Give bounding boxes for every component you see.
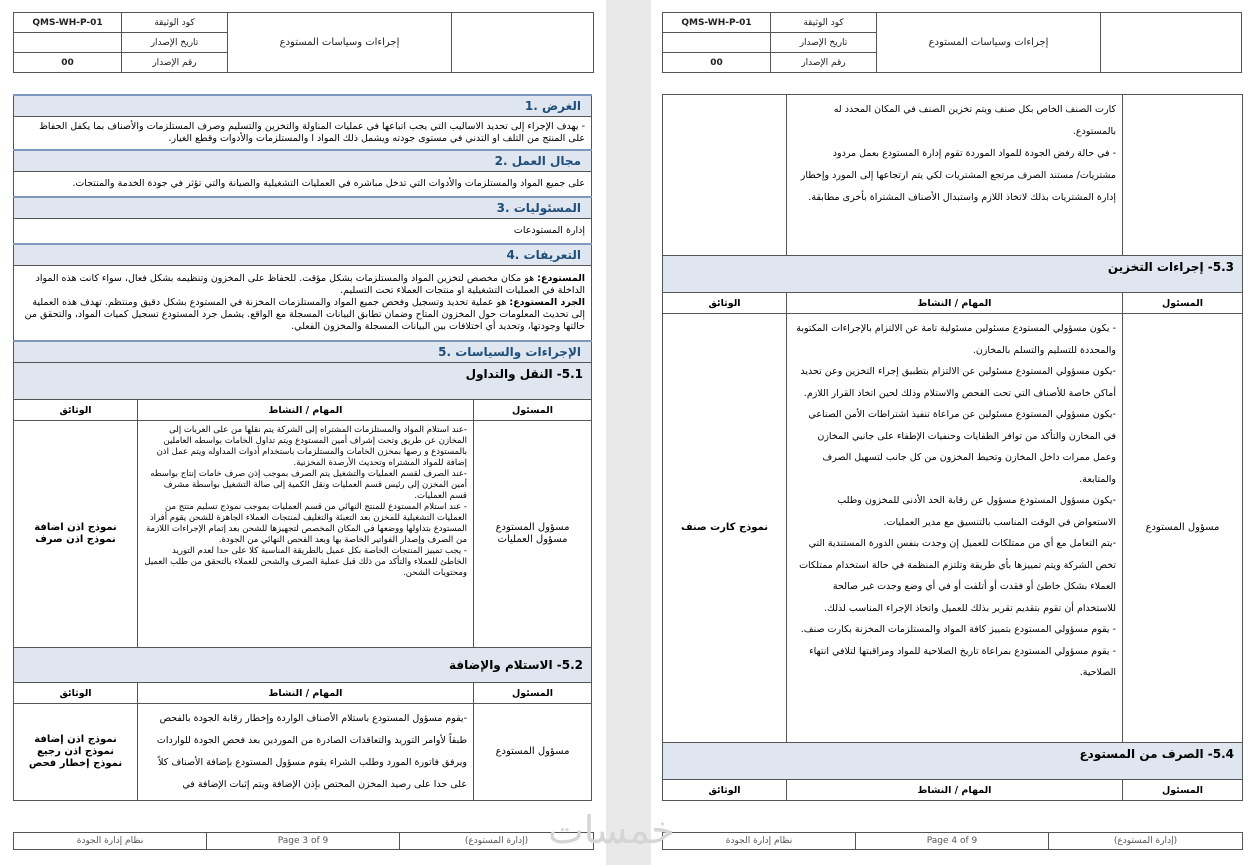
- document-page-4: [651, 0, 1258, 865]
- receiving-tasks: -يقوم مسؤول المستودع باستلام الأصناف الواردة وإخطار رقابة الجودة بالفحص طبقاً لأوامر التوريد والتعاقدات الصادرة من الموردين بعد فحص الجودة للواردات ويرفق فاتورة المورد وطلب الشراء يقوم مسؤول المستودع بإضافة الأصناف كلاً على حدا على رصيد المخزن المختص بإذن الإضافة ويتم إثبات الإضافة في: [138, 704, 474, 801]
- subsection-handling-title: 5.1- النقل والتداول: [14, 363, 592, 400]
- section-responsibilities-title: 3. المسئوليات: [14, 197, 592, 219]
- handling-responsible: مسؤول المستودع مسؤول العمليات: [474, 421, 592, 648]
- handling-documents: نموذج اذن اضافة نموذج اذن صرف: [14, 421, 138, 648]
- revision-number: 00: [663, 53, 771, 73]
- storage-responsible: مسؤول المستودع: [1123, 314, 1243, 743]
- definition-warehouse: [20, 273, 585, 297]
- column-header-responsible: المسئول: [1123, 293, 1243, 314]
- section-scope-title: 2. مجال العمل: [14, 150, 592, 172]
- document-page-3: [0, 0, 606, 865]
- handling-tasks: -عند استلام المواد والمستلزمات المشتراه إلى الشركة يتم نقلها من على العربات إلى المخازن عن طريق وتحت إشراف أمين المستودع ويتم تداول الخامات بواسطه العاملين بالمستودع و رصها بمخزن الخامات والمستلزمات باستخدام أدوات المداوله ويتم عمل اذن إضافة للمواد المشتراه وتحديث الأرصدة المخزنية. -عند الصرف لقسم العمليات والتشغيل يتم الصرف بموجب إذن صرف خامات إنتاج بواسطه أمين المخزن إلى رئيس قسم العمليات ونقل الكمية إلى صالة التشغيل بواسطة مشرف قسم العمليات. - عند استلام المستودع للمنتج النهائي من قسم العمليات بموجب نموذج تسليم منتج من العمليات التشغيلية للمخزن بعد التعبئة والتغليف لمنتجات العملاء الجاهزة للشحن يقوم أفراد المستودع بتداولها ووضعها في المكان المخصص لتجهيزها للشحن بعد إتمام الإجراءات اللازمة من الصرف وإصدار الفواتير الخاصة بها وبعد الفحص النهائي من الجودة. - يجب تمييز المنتجات الخاصة بكل عميل بالطريقة المناسبة كلا على حدا لعدم التوريد الخاطئ للعملاء والتأكد من ذلك قبل عملية الصرف والشحن للعملاء بالتحقق من طلب العميل ومحتويات الشحن.: [138, 421, 474, 648]
- footer-department: (إدارة المستودع): [400, 833, 594, 850]
- column-header-responsible: المسئول: [474, 400, 592, 421]
- document-code-label: كود الوثيقة: [122, 13, 228, 33]
- document-title: إجراءات وسياسات المستودع: [877, 13, 1101, 73]
- column-header-tasks: المهام / النشاط: [138, 683, 474, 704]
- page-gutter: [606, 0, 651, 865]
- page-footer: [13, 832, 594, 850]
- definition-term-inventory: الجرد المستودع:: [509, 297, 586, 308]
- issue-date-label: تاريخ الإصدار: [122, 33, 228, 53]
- watermark: خمسات: [548, 808, 675, 852]
- column-header-documents: الوثائق: [663, 293, 787, 314]
- column-header-responsible: المسئول: [1123, 780, 1243, 801]
- footer-page-number: Page 3 of 9: [207, 833, 400, 850]
- footer-department: (إدارة المستودع): [1049, 833, 1243, 850]
- continued-documents: [663, 95, 787, 256]
- storage-documents: نموذج كارت صنف: [663, 314, 787, 743]
- section-definitions-text: [14, 266, 592, 342]
- definition-term-warehouse: المستودع:: [537, 273, 586, 284]
- receiving-tasks-continued: كارت الصنف الخاص بكل صنف ويتم تخزين الصنف في المكان المحدد له بالمستودع. - في حالة رفض الجودة للمواد الموردة تقوم إدارة المستودع بعمل مردود مشتريات/ مستند الصرف مرتجع المشتريات لكي يتم ارتجاعها إلى المورد وإخطار إدارة المشتريات بذلك لاتخاذ اللازم واستبدال الأصناف المشتراة بأخرى مطابقة.: [787, 95, 1123, 256]
- column-header-tasks: المهام / النشاط: [787, 780, 1123, 801]
- receiving-documents: نموذج اذن إضافة نموذج اذن رجيع نموذج إخطار فحص: [14, 704, 138, 801]
- revision-label: رقم الإصدار: [771, 53, 877, 73]
- procedure-body-p3: [13, 94, 592, 801]
- logo-box: [452, 13, 594, 73]
- definition-body-inventory: هو عملية تحديد وتسجيل وفحص جميع المواد والمستلزمات المخزنة في المستودع بشكل دقيق ومنتظم. تهدف هذه العملية إلى تحديث المعلومات حول المخزون المتاح وضمان تطابق البيانات المسجلة مع الواقع. يشمل جرد المستودع تسجيل كميات المواد، والتحقق من حالتها وجودتها، وتحديد أي اختلافات بين البيانات المسجلة والمخزون الفعلي.: [24, 297, 586, 332]
- document-header: [662, 12, 1242, 73]
- document-header: [13, 12, 594, 73]
- receiving-responsible: مسؤول المستودع: [474, 704, 592, 801]
- section-responsibilities-text: إدارة المستودعات: [14, 219, 592, 245]
- page-footer: [662, 832, 1243, 850]
- issue-date-value: [14, 33, 122, 53]
- footer-page-number: Page 4 of 9: [856, 833, 1049, 850]
- storage-tasks: - يكون مسؤولي المستودع مسئولين مسئولية تامة عن الالتزام بالإجراءات المكتوبة والمحددة للتسليم والتسلم بالمخازن. -يكون مسؤولي المستودع مسئولين عن الالتزام بتطبيق إجراء التخزين وعن تحديد أماكن خاصة للأصناف التي تحت الفحص والاستلام وذلك لحين اتخاذ القرار اللازم. -يكون مسؤولي المستودع مسئولين عن مراعاة تنفيذ اشتراطات الأمن الصناعي في المخازن والتأكد من توافر الطفايات وحنفيات الإطفاء على جانبي المخازن وعمل ممرات داخل المخازن وتحيط المخزون من كل جانب لتسهيل الصرف والمتابعة. -يكون مسؤول المستودع مسؤول عن رقابة الحد الأدنى للمخزون وطلب الاستعواض في الوقت المناسب بالتنسيق مع مدير العمليات. -يتم التعامل مع أي من ممتلكات للعميل إن وجدت بنفس الدورة المستندية التي تخص الشركة ويتم تمييزها بأي طريقة وتلتزم المنظمة في حالة استخدام ممتلكات العملاء بشكل خاطئ أو فقدت أو أتلفت أو في أي وضع وجدت غير صالحة للاستخدام أن تقوم بتقديم تقرير بذلك للعميل واتخاذ الإجراء المناسب لذلك. - يقوم مسؤولي المستودع بتمييز كافة المواد والمستلزمات المخزنة بكارت صنف. - يقوم مسؤولي المستودع بمراعاة تاريخ الصلاحية للمواد ومراقبتها لتلافي انتهاء الصلاحية.: [787, 314, 1123, 743]
- document-code: QMS-WH-P-01: [14, 13, 122, 33]
- column-header-responsible: المسئول: [474, 683, 592, 704]
- footer-system: نظام إدارة الجودة: [14, 833, 207, 850]
- revision-label: رقم الإصدار: [122, 53, 228, 73]
- column-header-documents: الوثائق: [663, 780, 787, 801]
- document-code: QMS-WH-P-01: [663, 13, 771, 33]
- section-purpose-title: 1. الغرض: [14, 95, 592, 117]
- column-header-documents: الوثائق: [14, 400, 138, 421]
- subsection-receiving-title: 5.2- الاستلام والإضافة: [14, 648, 592, 683]
- issue-date-value: [663, 33, 771, 53]
- section-scope-text: على جميع المواد والمستلزمات والأدوات التي تدخل مباشره في العمليات التشغيلية والصيانة والتي تؤثر في جودة الخدمة والمنتجات.: [14, 172, 592, 198]
- issue-date-label: تاريخ الإصدار: [771, 33, 877, 53]
- subsection-issuing-title: 5.4- الصرف من المستودع: [663, 743, 1243, 780]
- definition-body-warehouse: هو مكان مخصص لتخزين المواد والمستلزمات بشكل مؤقت. للحفاظ على المخزون وتنظيمه بشكل فعال، سواء كانت هذه المواد الداخلة في العمليات التشغيلية او منتجات العملاء تحت التسليم.: [35, 273, 586, 296]
- revision-number: 00: [14, 53, 122, 73]
- procedure-body-p4: [662, 94, 1243, 801]
- column-header-tasks: المهام / النشاط: [787, 293, 1123, 314]
- column-header-tasks: المهام / النشاط: [138, 400, 474, 421]
- section-procedures-title: 5. الإجراءات والسياسات: [14, 341, 592, 363]
- section-purpose-text: - يهدف الإجراء إلى تحديد الاساليب التي يجب اتباعها في عمليات المناولة والتخزين والتسليم وصرف المستلزمات والأصناف بما يكفل الحفاظ على المنتج من التلف او التدني في مستوى جودته ويشمل ذلك المواد ا والمستلزمات والأدوات وقطع الغيار.: [14, 117, 592, 151]
- definition-inventory: [20, 297, 585, 333]
- footer-system: نظام إدارة الجودة: [663, 833, 856, 850]
- continued-responsible: [1123, 95, 1243, 256]
- subsection-storage-title: 5.3- إجراءات التخزين: [663, 256, 1243, 293]
- column-header-documents: الوثائق: [14, 683, 138, 704]
- section-definitions-title: 4. التعريفات: [14, 244, 592, 266]
- logo-box: [1101, 13, 1242, 73]
- document-code-label: كود الوثيقة: [771, 13, 877, 33]
- document-title: إجراءات وسياسات المستودع: [228, 13, 452, 73]
